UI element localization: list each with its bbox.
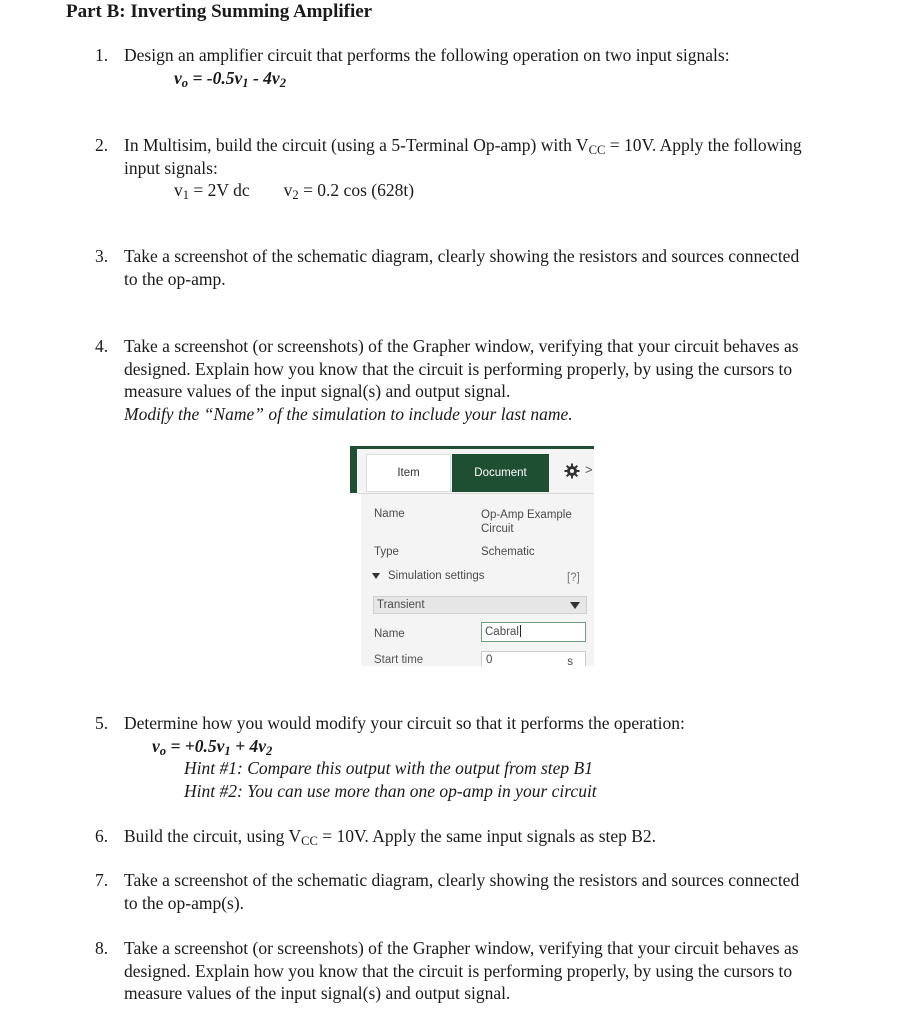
item-number: 7. <box>95 870 109 890</box>
formula: $v_o = +0.5v_1 + 4v_2$ <box>152 735 273 758</box>
item-text: Build the circuit, using $V_{CC} = 10V$. Apply the same input signals as step B2. <box>124 826 657 849</box>
formula: $v_o = -0.5v_1 - 4v_2$ <box>174 67 286 90</box>
analysis-select[interactable]: Transient <box>373 596 587 614</box>
item-number: 2. <box>95 135 109 155</box>
triangle-down-icon <box>372 573 380 579</box>
hint-1: Hint #1: Compare this output with the output from step B1 <box>184 758 593 778</box>
sim-name-input[interactable]: Cabral <box>481 622 586 642</box>
chevron-right-icon[interactable]: > <box>585 462 593 477</box>
signal-2: $v_2 = 0.2$ cos (628t) <box>283 180 415 203</box>
panel-content <box>361 494 594 666</box>
help-link[interactable]: [?] <box>567 572 580 584</box>
tab-item[interactable]: Item <box>366 454 451 492</box>
item-text: Take a screenshot (or screenshots) of the Grapher window, verifying that your circuit behaves as designed. Explain how you know that the circuit is performing properly, by using the cursors to measure values of the input signal(s) and output signal. <box>124 336 799 401</box>
type-value: Schematic <box>481 546 535 558</box>
item-number: 8. <box>95 938 109 958</box>
item-text: Take a screenshot of the schematic diagram, clearly showing the resistors and sources connected to the op-amp(s). <box>124 870 800 913</box>
simulation-settings-panel <box>350 446 594 666</box>
dropdown-arrow-icon <box>570 602 580 609</box>
item-text: Design an amplifier circuit that performs the following operation on two input signals: <box>124 45 730 65</box>
item-text: Determine how you would modify your circuit so that it performs the operation: <box>124 713 685 733</box>
part-title: Part B: Inverting Summing Amplifier <box>66 1 373 22</box>
tab-document[interactable]: Document <box>452 454 549 492</box>
item-text: Take a screenshot of the schematic diagram, clearly showing the resistors and sources connected to the op-amp. <box>124 246 800 289</box>
start-time-label: Start time <box>374 654 424 666</box>
panel-tabs <box>357 449 594 494</box>
simulation-settings-toggle[interactable]: Simulation settings <box>372 570 485 582</box>
item-number: 4. <box>95 336 109 356</box>
item-text: In Multisim, build the circuit (using a 5-Terminal Op-amp) with $V_{CC} = 10V$. Apply the following input signals: <box>124 135 802 178</box>
item-number: 3. <box>95 246 109 266</box>
input-signals <box>124 179 814 202</box>
item-text: Take a screenshot (or screenshots) of the Grapher window, verifying that your circuit behaves as designed. Explain how you know that the circuit is performing properly, by using the cursors to measure values of the input signal(s) and output signal. <box>124 938 799 1003</box>
panel-left-bar <box>350 449 357 493</box>
gear-icon[interactable] <box>564 463 580 479</box>
signal-1: $v_1 = 2V$ dc <box>174 180 250 203</box>
item-number: 5. <box>95 713 109 733</box>
name-value: Op-Amp Example Circuit <box>481 509 572 535</box>
hint-2: Hint #2: You can use more than one op-amp in your circuit <box>184 780 597 801</box>
type-label: Type <box>374 546 399 558</box>
name-label: Name <box>374 508 405 520</box>
item-italic-note: Modify the “Name” of the simulation to include your last name. <box>124 403 573 424</box>
item-number: 1. <box>95 45 109 65</box>
start-time-input[interactable]: 0 s <box>481 651 586 666</box>
item-number: 6. <box>95 826 109 846</box>
sim-name-label: Name <box>374 628 405 640</box>
